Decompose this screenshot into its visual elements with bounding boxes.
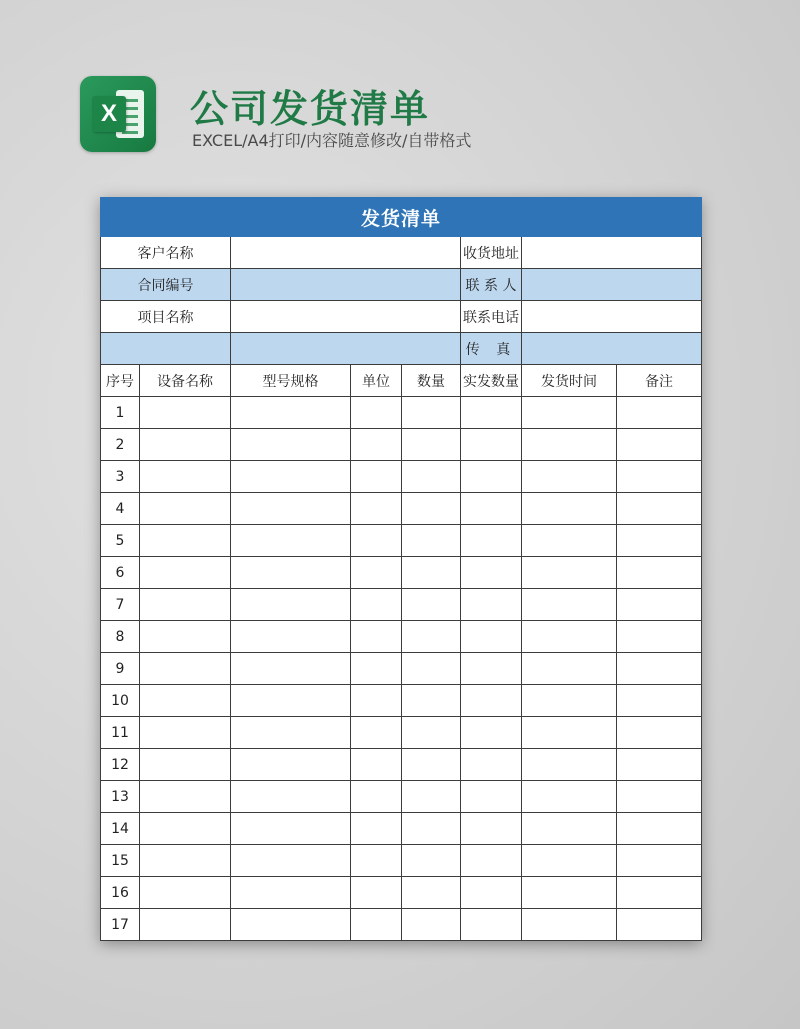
table-cell[interactable] <box>461 653 522 685</box>
table-cell[interactable] <box>402 429 461 461</box>
table-row <box>101 557 702 589</box>
table-cell[interactable] <box>140 781 231 813</box>
row-number: 16 <box>101 877 140 909</box>
fax-value[interactable] <box>522 333 702 365</box>
table-cell[interactable] <box>617 813 702 845</box>
shipping-list-sheet <box>100 197 701 941</box>
table-row <box>101 429 702 461</box>
table-cell[interactable] <box>522 429 617 461</box>
page-subtitle: EXCEL/A4打印/内容随意修改/自带格式 <box>192 131 472 150</box>
table-cell[interactable] <box>402 781 461 813</box>
column-header: 型号规格 <box>231 365 351 397</box>
table-cell[interactable] <box>351 557 402 589</box>
table-cell[interactable] <box>617 461 702 493</box>
table-cell[interactable] <box>617 717 702 749</box>
table-cell[interactable] <box>461 781 522 813</box>
delivery-address-label: 收货地址 <box>461 237 522 269</box>
table-cell[interactable] <box>617 557 702 589</box>
table-cell[interactable] <box>231 813 351 845</box>
table-cell[interactable] <box>461 717 522 749</box>
row-number: 6 <box>101 557 140 589</box>
sheet-title: 发货清单 <box>101 198 702 237</box>
table-cell[interactable] <box>140 493 231 525</box>
table-cell[interactable] <box>140 717 231 749</box>
table-cell[interactable] <box>231 493 351 525</box>
table-cell[interactable] <box>402 397 461 429</box>
table-cell[interactable] <box>140 621 231 653</box>
table-cell[interactable] <box>461 845 522 877</box>
table-cell[interactable] <box>617 749 702 781</box>
table-cell[interactable] <box>461 557 522 589</box>
table-cell[interactable] <box>231 877 351 909</box>
column-header: 备注 <box>617 365 702 397</box>
table-row <box>101 589 702 621</box>
customer-name-value[interactable] <box>231 237 461 269</box>
table-cell[interactable] <box>522 461 617 493</box>
contract-no-label: 合同编号 <box>101 269 231 301</box>
row-number: 5 <box>101 525 140 557</box>
row-number: 11 <box>101 717 140 749</box>
table-cell[interactable] <box>461 461 522 493</box>
table-cell[interactable] <box>402 717 461 749</box>
table-row <box>101 909 702 941</box>
table-cell[interactable] <box>617 589 702 621</box>
table-cell[interactable] <box>522 525 617 557</box>
table-row <box>101 685 702 717</box>
table-cell[interactable] <box>140 557 231 589</box>
table-cell[interactable] <box>231 685 351 717</box>
table-cell[interactable] <box>402 525 461 557</box>
table-cell[interactable] <box>617 909 702 941</box>
table-cell[interactable] <box>461 877 522 909</box>
table-row <box>101 525 702 557</box>
table-cell[interactable] <box>461 429 522 461</box>
table-cell[interactable] <box>402 493 461 525</box>
table-cell[interactable] <box>461 621 522 653</box>
table-cell[interactable] <box>140 461 231 493</box>
excel-icon-letter: X <box>92 96 126 132</box>
table-cell[interactable] <box>231 429 351 461</box>
table-cell[interactable] <box>351 909 402 941</box>
column-header: 数量 <box>402 365 461 397</box>
table-cell[interactable] <box>402 589 461 621</box>
table-row <box>101 845 702 877</box>
row-number: 3 <box>101 461 140 493</box>
table-cell[interactable] <box>617 845 702 877</box>
row-number: 17 <box>101 909 140 941</box>
table-cell[interactable] <box>351 397 402 429</box>
table-cell[interactable] <box>140 909 231 941</box>
page-header <box>80 74 720 154</box>
table-cell[interactable] <box>617 685 702 717</box>
table-row <box>101 461 702 493</box>
table-cell[interactable] <box>231 461 351 493</box>
table-cell[interactable] <box>231 589 351 621</box>
table-cell[interactable] <box>351 653 402 685</box>
table-cell[interactable] <box>140 397 231 429</box>
table-cell[interactable] <box>461 813 522 845</box>
table-row <box>101 493 702 525</box>
table-row <box>101 653 702 685</box>
table-cell[interactable] <box>402 845 461 877</box>
table-cell[interactable] <box>402 461 461 493</box>
table-cell[interactable] <box>351 781 402 813</box>
table-cell[interactable] <box>522 397 617 429</box>
table-cell[interactable] <box>140 685 231 717</box>
contract-no-value[interactable] <box>231 269 461 301</box>
table-cell[interactable] <box>522 909 617 941</box>
shipping-list-table <box>100 197 702 941</box>
table-cell[interactable] <box>351 845 402 877</box>
table-row <box>101 749 702 781</box>
table-cell[interactable] <box>351 813 402 845</box>
table-cell[interactable] <box>231 621 351 653</box>
table-cell[interactable] <box>461 685 522 717</box>
table-cell[interactable] <box>231 525 351 557</box>
delivery-address-value[interactable] <box>522 237 702 269</box>
excel-icon <box>80 76 156 152</box>
row-number: 10 <box>101 685 140 717</box>
table-cell[interactable] <box>140 877 231 909</box>
column-header: 序号 <box>101 365 140 397</box>
table-cell[interactable] <box>231 717 351 749</box>
table-row <box>101 813 702 845</box>
table-cell[interactable] <box>231 557 351 589</box>
table-cell[interactable] <box>140 749 231 781</box>
row-number: 8 <box>101 621 140 653</box>
blank-label-cell <box>101 333 231 365</box>
blank-value-cell[interactable] <box>231 333 461 365</box>
table-cell[interactable] <box>140 845 231 877</box>
table-cell[interactable] <box>617 429 702 461</box>
table-row <box>101 397 702 429</box>
fax-label: 传 真 <box>461 333 522 365</box>
table-cell[interactable] <box>522 749 617 781</box>
table-cell[interactable] <box>461 493 522 525</box>
table-cell[interactable] <box>522 621 617 653</box>
table-cell[interactable] <box>402 621 461 653</box>
row-number: 7 <box>101 589 140 621</box>
row-number: 13 <box>101 781 140 813</box>
table-cell[interactable] <box>351 429 402 461</box>
table-cell[interactable] <box>617 493 702 525</box>
table-cell[interactable] <box>402 877 461 909</box>
contact-person-label: 联 系 人 <box>461 269 522 301</box>
project-name-value[interactable] <box>231 301 461 333</box>
table-cell[interactable] <box>351 685 402 717</box>
table-cell[interactable] <box>522 685 617 717</box>
column-header: 发货时间 <box>522 365 617 397</box>
table-cell[interactable] <box>522 877 617 909</box>
table-cell[interactable] <box>402 909 461 941</box>
table-cell[interactable] <box>461 749 522 781</box>
table-cell[interactable] <box>617 621 702 653</box>
contact-phone-value[interactable] <box>522 301 702 333</box>
table-cell[interactable] <box>522 557 617 589</box>
table-cell[interactable] <box>522 717 617 749</box>
column-header: 实发数量 <box>461 365 522 397</box>
contact-phone-label: 联系电话 <box>461 301 522 333</box>
column-header: 设备名称 <box>140 365 231 397</box>
table-cell[interactable] <box>351 589 402 621</box>
table-row <box>101 877 702 909</box>
table-cell[interactable] <box>231 781 351 813</box>
table-cell[interactable] <box>461 525 522 557</box>
contact-person-value[interactable] <box>522 269 702 301</box>
table-cell[interactable] <box>402 557 461 589</box>
row-number: 9 <box>101 653 140 685</box>
table-cell[interactable] <box>351 717 402 749</box>
table-cell[interactable] <box>461 397 522 429</box>
table-cell[interactable] <box>140 589 231 621</box>
table-cell[interactable] <box>402 749 461 781</box>
table-cell[interactable] <box>617 653 702 685</box>
table-cell[interactable] <box>402 813 461 845</box>
table-cell[interactable] <box>351 877 402 909</box>
table-cell[interactable] <box>522 653 617 685</box>
table-cell[interactable] <box>461 909 522 941</box>
table-cell[interactable] <box>351 621 402 653</box>
table-cell[interactable] <box>351 749 402 781</box>
row-number: 4 <box>101 493 140 525</box>
table-cell[interactable] <box>617 397 702 429</box>
table-cell[interactable] <box>140 525 231 557</box>
table-cell[interactable] <box>231 749 351 781</box>
row-number: 12 <box>101 749 140 781</box>
table-cell[interactable] <box>522 813 617 845</box>
table-cell[interactable] <box>140 429 231 461</box>
row-number: 15 <box>101 845 140 877</box>
table-cell[interactable] <box>461 589 522 621</box>
table-cell[interactable] <box>522 845 617 877</box>
row-number: 1 <box>101 397 140 429</box>
table-cell[interactable] <box>351 461 402 493</box>
table-cell[interactable] <box>402 653 461 685</box>
table-cell[interactable] <box>522 781 617 813</box>
table-cell[interactable] <box>617 781 702 813</box>
table-cell[interactable] <box>231 653 351 685</box>
table-cell[interactable] <box>351 493 402 525</box>
row-number: 14 <box>101 813 140 845</box>
customer-name-label: 客户名称 <box>101 237 231 269</box>
table-cell[interactable] <box>522 493 617 525</box>
table-cell[interactable] <box>617 525 702 557</box>
project-name-label: 项目名称 <box>101 301 231 333</box>
row-number: 2 <box>101 429 140 461</box>
table-row <box>101 621 702 653</box>
table-cell[interactable] <box>140 813 231 845</box>
column-header: 单位 <box>351 365 402 397</box>
table-cell[interactable] <box>231 845 351 877</box>
page-title: 公司发货清单 <box>190 87 431 131</box>
column-header-row <box>101 365 702 397</box>
table-cell[interactable] <box>231 397 351 429</box>
table-cell[interactable] <box>402 685 461 717</box>
table-cell[interactable] <box>522 589 617 621</box>
table-cell[interactable] <box>231 909 351 941</box>
table-cell[interactable] <box>617 877 702 909</box>
table-cell[interactable] <box>140 653 231 685</box>
table-row <box>101 781 702 813</box>
table-row <box>101 717 702 749</box>
table-cell[interactable] <box>351 525 402 557</box>
